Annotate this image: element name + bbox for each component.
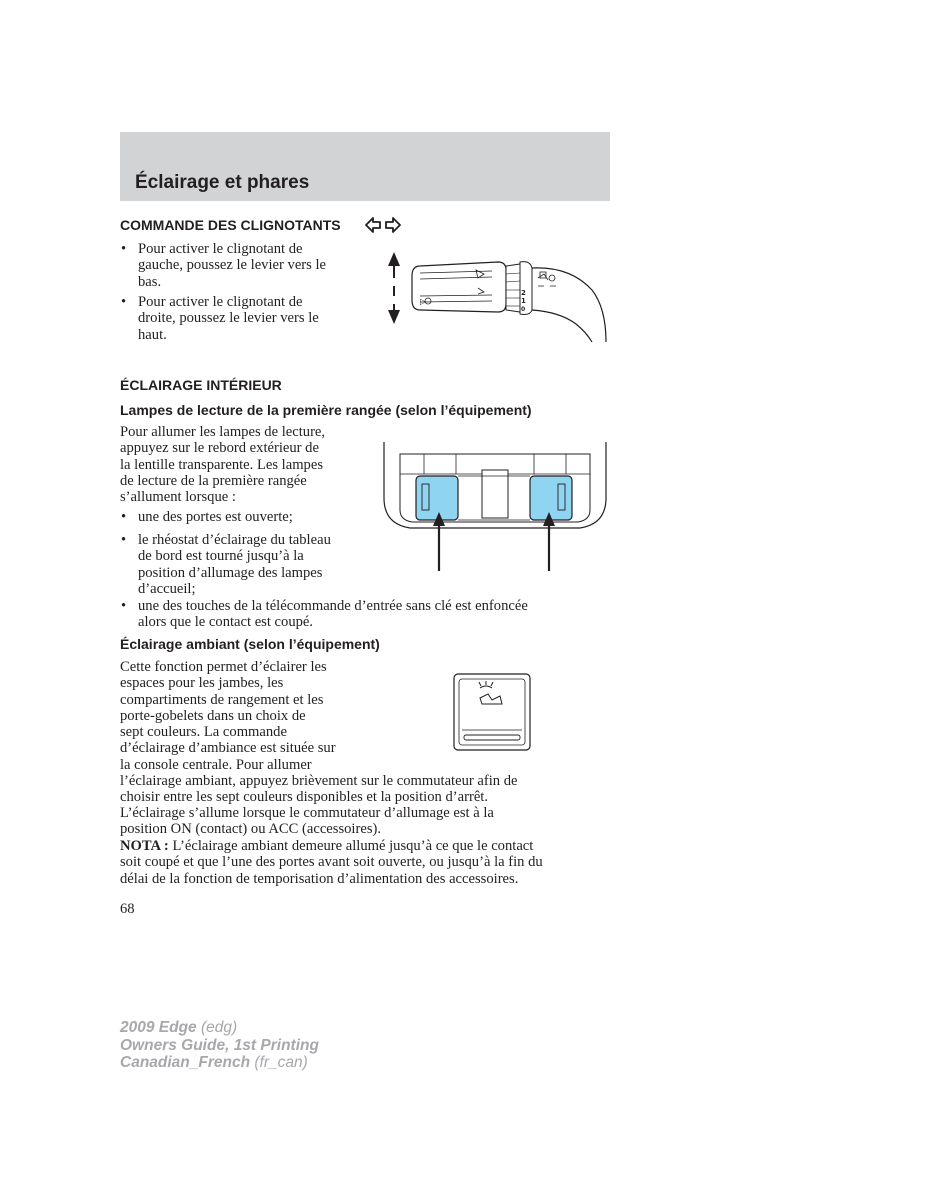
text-line: soit coupé et que l’une des portes avant soit ouverte, ou jusqu’à la fin du: [120, 854, 543, 871]
text-line: bas.: [138, 273, 162, 290]
text-line: Pour allumer les lampes de lecture,: [120, 424, 326, 440]
text-line: délai de la fonction de temporisation d’alimentation des accessoires.: [120, 870, 519, 887]
footer-language-code: (fr_can): [254, 1054, 308, 1071]
ambient-lighting-switch-illustration: [452, 672, 532, 752]
text-line: la lentille transparente. Les lampes: [120, 456, 324, 473]
footer-language: Canadian_French: [120, 1054, 251, 1071]
nota-label: NOTA :: [120, 838, 169, 854]
reading-lamp-lens-right: [530, 476, 572, 520]
turn-signal-stalk-illustration: [380, 248, 610, 348]
footer-model-code: (edg): [201, 1019, 238, 1036]
footer-model: 2009 Edge: [120, 1019, 197, 1036]
reading-lamp-lens-left: [416, 476, 458, 520]
turn-signal-arrows-icon: [364, 215, 402, 235]
text-line: droite, poussez le levier vers le: [138, 310, 319, 327]
stalk-label: 1: [521, 297, 526, 305]
text-line: compartiments de rangement et les: [120, 691, 324, 708]
reading-lamps-subheading: Lampes de lecture de la première rangée (selon l’équipement): [120, 402, 532, 418]
text-line: choisir entre les sept couleurs disponibles et la position d’arrêt.: [120, 789, 488, 806]
text-line: appuyez sur le rebord extérieur de: [120, 440, 319, 457]
text-line: haut.: [138, 326, 167, 343]
turn-signal-heading-text: COMMANDE DES CLIGNOTANTS: [120, 217, 341, 233]
text-line: L’éclairage s’allume lorsque le commutateur d’allumage est à la: [120, 805, 494, 821]
svg-text:▷: ▷: [420, 297, 427, 306]
nota-paragraph: [120, 838, 610, 887]
text-line: alors que le contact est coupé.: [138, 614, 314, 631]
text-line: Cette fonction permet d’éclairer les: [120, 659, 327, 675]
section-header-band: [120, 132, 610, 201]
interior-lighting-heading: ÉCLAIRAGE INTÉRIEUR: [120, 377, 282, 393]
print-footer: [120, 1019, 319, 1072]
stalk-label: 2: [521, 289, 526, 297]
text-line: gauche, poussez le levier vers le: [138, 257, 327, 274]
ambient-paragraph-1: [120, 659, 610, 806]
ambient-lighting-subheading: Éclairage ambiant (selon l’équipement): [120, 636, 380, 652]
text-line: Pour activer le clignotant de: [138, 294, 303, 310]
text-line: s’allument lorsque :: [120, 489, 236, 506]
stalk-label: 0: [521, 306, 526, 313]
text-line: une des touches de la télécommande d’entrée sans clé est enfoncée: [138, 598, 528, 614]
text-line: espaces pour les jambes, les: [120, 675, 284, 692]
text-line: de bord est tourné jusqu’à la: [138, 548, 304, 565]
text-line: L’éclairage ambiant demeure allumé jusqu’à ce que le contact: [172, 838, 534, 854]
text-line: d’accueil;: [138, 580, 196, 597]
text-line: d’éclairage d’ambiance est située sur: [120, 740, 336, 757]
up-down-arrow-icon: [388, 252, 400, 324]
text-line: position d’allumage des lampes: [138, 564, 323, 581]
turn-signal-heading: [120, 217, 341, 233]
reading-lamps-illustration: [380, 440, 610, 575]
text-line: le rhéostat d’éclairage du tableau: [138, 532, 331, 548]
text-line: Pour activer le clignotant de: [138, 241, 303, 257]
footer-guide: Owners Guide, 1st Printing: [120, 1036, 319, 1054]
text-line: la console centrale. Pour allumer: [120, 756, 312, 773]
text-line: de lecture de la première rangée: [120, 472, 307, 489]
page-number: 68: [120, 901, 135, 917]
ambient-paragraph-2: [120, 805, 610, 838]
text-line: sept couleurs. La commande: [120, 724, 287, 741]
reading-lamps-intro: [120, 424, 370, 505]
section-title: Éclairage et phares: [135, 172, 310, 193]
text-line: une des portes est ouverte;: [138, 509, 293, 525]
text-line: l’éclairage ambiant, appuyez brièvement sur le commutateur afin de: [120, 773, 518, 790]
text-line: porte-gobelets dans un choix de: [120, 707, 306, 724]
text-line: position ON (contact) ou ACC (accessoires).: [120, 821, 382, 838]
